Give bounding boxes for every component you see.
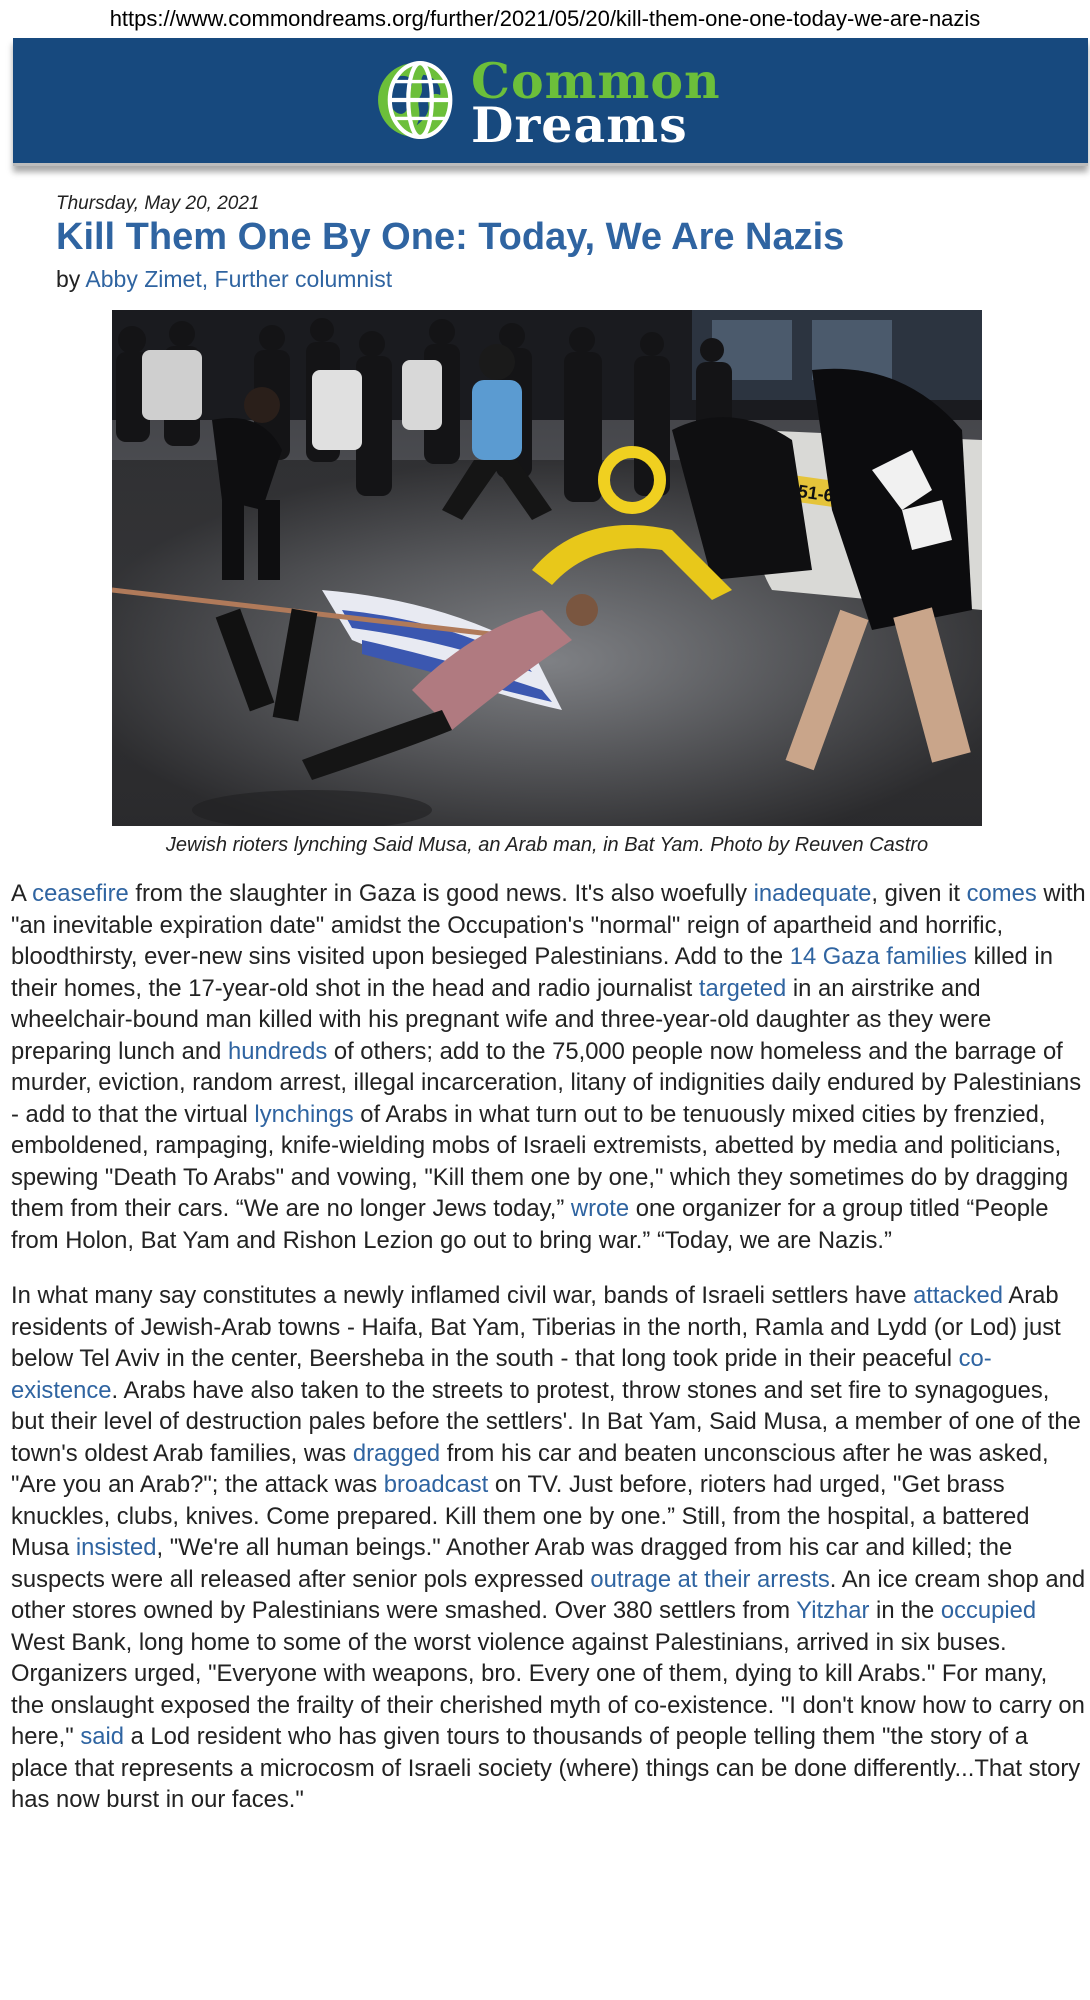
photo-caption: Jewish rioters lynching Said Musa, an Arab man, in Bat Yam. Photo by Reuven Castro	[165, 834, 929, 856]
text-run: Arab residents of Jewish-Arab towns - Haifa, Bat Yam, Tiberias in the north, Ramla and Lydd (or Lod) just below Tel Aviv in the center, Beersheba in the south - that long took pride in their peaceful	[11, 1282, 1061, 1372]
text-run: West Bank, long home to some of the worst violence against Palestinians, arrived in six buses. Organizers urged, "Everyone with weapons, bro. Every one of them, dying to kill Arabs." For many, the onslaught exposed the frailty of their cherished myth of co-existence. "I don't know how to carry on here,"	[11, 1628, 1085, 1750]
text-run: one organizer for a group titled “People from Holon, Bat Yam and Rishon Lezion go out to bring war.” “Today, we are Nazis.”	[11, 1195, 1049, 1254]
link-inadequate[interactable]: inadequate	[753, 880, 872, 907]
link-said[interactable]: said	[80, 1723, 124, 1750]
text-run: , given it	[871, 880, 967, 907]
link-comes[interactable]: comes	[966, 880, 1037, 907]
address-bar-url[interactable]: https://www.commondreams.org/further/2021/05/20/kill-them-one-one-today-we-are-nazis	[109, 6, 981, 31]
text-run: with "an inevitable expiration date" amidst the Occupation's "normal" reign of apartheid and horrific, bloodthirsty, ever-new sins visited upon besieged Palestinians. Add to the	[11, 880, 1086, 970]
article-date: Thursday, May 20, 2021	[56, 193, 260, 214]
article-paragraph-1	[11, 878, 1086, 1256]
link-insisted[interactable]: insisted	[75, 1534, 157, 1561]
article-byline	[56, 266, 392, 293]
article-title: Kill Them One By One: Today, We Are Nazis	[56, 216, 845, 258]
globe-icon	[373, 58, 457, 142]
text-run: from the slaughter in Gaza is good news. It's also woefully	[128, 880, 754, 907]
link-targeted[interactable]: targeted	[698, 974, 787, 1002]
text-run: a Lod resident who has given tours to thousands of people telling them "the story of a place that represents a microcosm of Israeli society (where) things can be done differently...That story has now burst in our faces."	[11, 1723, 1081, 1813]
text-run: on TV. Just before, rioters had urged, "Get brass knuckles, clubs, knives. Come prepared. Kill them one by one.” Still, from the hospital, a battered Musa	[11, 1471, 1030, 1561]
link-gaza-families[interactable]: 14 Gaza families	[789, 943, 967, 970]
link-dragged[interactable]: dragged	[352, 1439, 441, 1467]
link-outrage-at-arrests[interactable]: outrage at their arrests	[590, 1565, 830, 1593]
link-wrote[interactable]: wrote	[570, 1195, 630, 1222]
riot-scene-illustration	[112, 310, 982, 826]
link-co-existence[interactable]: co-existence	[11, 1345, 992, 1404]
link-yitzhar[interactable]: Yitzhar	[796, 1597, 870, 1624]
text-run: A	[11, 880, 33, 907]
logo-text-dreams: Dreams	[471, 96, 688, 154]
site-logo[interactable]	[361, 52, 721, 152]
article-photo	[112, 310, 982, 826]
link-attacked[interactable]: attacked	[913, 1282, 1004, 1309]
text-run: of others; add to the 75,000 people now homeless and the barrage of murder, eviction, random arrest, illegal incarceration, litany of indignities daily endured by Palestinians - add to that the virtual	[11, 1037, 1082, 1128]
text-run: of Arabs in what turn out to be tenuously mixed cities by frenzied, emboldened, rampaging, knife-wielding mobs of Israeli extremists, abetted by media and politicians, spewing "Death To Arabs" and vowing, "Kill them one by one," which they sometimes do by dragging them from their cars. “We are no longer Jews today,”	[11, 1100, 1069, 1222]
article-body	[11, 878, 1086, 1840]
text-run: killed in their homes, the 17-year-old shot in the head and radio journalist	[11, 943, 1053, 1002]
text-run: from his car and beaten unconscious after he was asked, "Are you an Arab?"; the attack was	[11, 1439, 1049, 1498]
text-run: . Arabs have also taken to the streets to protest, throw stones and set fire to synagogues, but their level of destruction pales before the settlers'. In Bat Yam, Said Musa, a member of one of the town's oldest Arab families, was	[11, 1376, 1081, 1467]
link-hundreds[interactable]: hundreds	[227, 1037, 328, 1065]
article-paragraph-2	[11, 1280, 1086, 1816]
text-run: , "We're all human beings." Another Arab was dragged from his car and killed; the suspects were all released after senior pols expressed	[11, 1534, 1013, 1593]
link-lynchings[interactable]: lynchings	[254, 1100, 354, 1128]
text-run: . An ice cream shop and other stores owned by Palestinians were smashed. Over 380 settlers from	[11, 1565, 1086, 1624]
text-run: in the	[869, 1597, 941, 1624]
link-occupied[interactable]: occupied	[940, 1597, 1037, 1624]
text-run: in an airstrike and wheelchair-bound man killed with his pregnant wife and three-year-old daughter as they were preparing lunch and	[11, 974, 992, 1065]
site-masthead	[13, 38, 1088, 166]
link-ceasefire[interactable]: ceasefire	[32, 880, 129, 907]
byline-prefix: by	[56, 266, 86, 292]
link-broadcast[interactable]: broadcast	[383, 1471, 489, 1498]
logo-text-common: Common	[471, 52, 721, 110]
text-run: In what many say constitutes a newly inflamed civil war, bands of Israeli settlers have	[11, 1282, 914, 1309]
byline-author-link[interactable]: Abby Zimet, Further columnist	[85, 266, 393, 292]
